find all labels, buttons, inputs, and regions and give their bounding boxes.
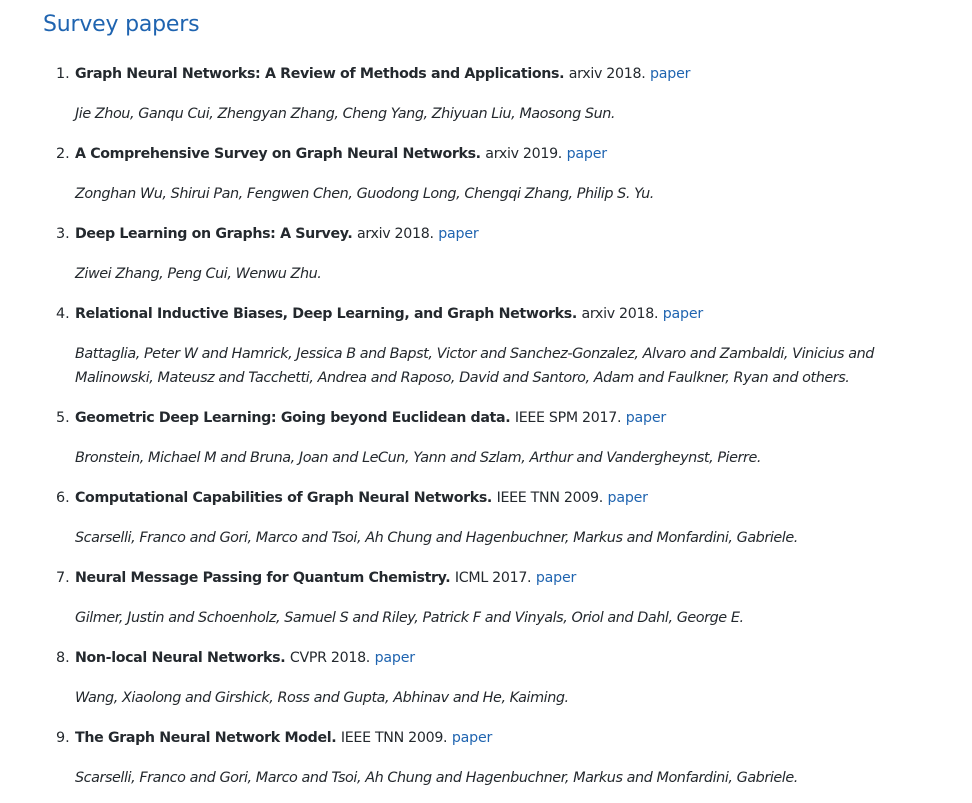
- list-number: 3.: [56, 226, 70, 242]
- paper-link[interactable]: paper: [535, 570, 577, 586]
- paper-venue: ICML 2017.: [454, 570, 532, 586]
- paper-authors: Zonghan Wu, Shirui Pan, Fengwen Chen, Guodong Long, Chengqi Zhang, Philip S. Yu.: [75, 186, 654, 202]
- paper-link[interactable]: paper: [607, 490, 648, 506]
- paper-title: Neural Message Passing for Quantum Chemistry.: [75, 570, 451, 586]
- paper-title: A Comprehensive Survey on Graph Neural Networks.: [75, 146, 481, 162]
- paper-link[interactable]: paper: [566, 146, 607, 162]
- list-number: 6.: [56, 490, 70, 506]
- paper-authors: Battaglia, Peter W and Hamrick, Jessica B and Bapst, Victor and Sanchez-Gonzalez, Alvaro and Zambaldi, Vinicius and Malinowski, Mateusz and Tacchetti, Andrea and Raposo, David and Santoro, Adam and Faulkner, Ryan and others.: [75, 346, 874, 386]
- paper-venue: IEEE SPM 2017.: [514, 410, 622, 426]
- section-title: Survey papers: [43, 12, 200, 37]
- paper-link[interactable]: paper: [662, 306, 704, 322]
- paper-link[interactable]: paper: [438, 226, 479, 242]
- paper-item: [0, 222, 972, 302]
- paper-title: Geometric Deep Learning: Going beyond Euclidean data.: [75, 410, 511, 426]
- paper-item: [0, 646, 972, 726]
- paper-title-line: [0, 726, 972, 750]
- list-number: 5.: [56, 410, 70, 426]
- list-number: 7.: [56, 570, 70, 586]
- paper-title: Computational Capabilities of Graph Neural Networks.: [75, 490, 492, 506]
- paper-title-line: [0, 646, 972, 670]
- list-number: 8.: [56, 650, 70, 666]
- paper-item: [0, 566, 972, 646]
- list-number: 9.: [56, 730, 70, 746]
- paper-item: [0, 62, 972, 142]
- list-number: 4.: [56, 306, 70, 322]
- paper-link[interactable]: paper: [650, 66, 691, 82]
- paper-title-line: [0, 222, 972, 246]
- paper-title-line: [0, 486, 972, 510]
- paper-item: [0, 302, 972, 406]
- paper-authors: Bronstein, Michael M and Bruna, Joan and LeCun, Yann and Szlam, Arthur and Vandergheynst, Pierre.: [75, 450, 761, 466]
- paper-venue: CVPR 2018.: [289, 650, 371, 666]
- paper-title: Non-local Neural Networks.: [75, 650, 286, 666]
- paper-authors: Ziwei Zhang, Peng Cui, Wenwu Zhu.: [75, 266, 322, 282]
- paper-title-line: [0, 302, 972, 326]
- paper-venue: arxiv 2018.: [356, 226, 434, 242]
- paper-authors: Gilmer, Justin and Schoenholz, Samuel S and Riley, Patrick F and Vinyals, Oriol and Dahl, George E.: [75, 610, 744, 626]
- paper-title: Relational Inductive Biases, Deep Learning, and Graph Networks.: [75, 306, 577, 322]
- paper-venue: IEEE TNN 2009.: [496, 490, 603, 506]
- paper-venue: arxiv 2019.: [485, 146, 563, 162]
- paper-title-line: [0, 406, 972, 430]
- paper-title: The Graph Neural Network Model.: [75, 730, 337, 746]
- paper-link[interactable]: paper: [625, 410, 667, 426]
- paper-item: [0, 406, 972, 486]
- paper-authors: Wang, Xiaolong and Girshick, Ross and Gupta, Abhinav and He, Kaiming.: [75, 690, 569, 706]
- paper-item: [0, 726, 972, 790]
- paper-title: Graph Neural Networks: A Review of Methods and Applications.: [75, 66, 565, 82]
- paper-item: [0, 486, 972, 566]
- paper-title-line: [0, 566, 972, 590]
- paper-link[interactable]: paper: [374, 650, 415, 666]
- paper-authors: Jie Zhou, Ganqu Cui, Zhengyan Zhang, Cheng Yang, Zhiyuan Liu, Maosong Sun.: [75, 106, 616, 122]
- list-number: 1.: [56, 66, 70, 82]
- paper-title-line: [0, 62, 972, 86]
- paper-venue: arxiv 2018.: [568, 66, 646, 82]
- paper-venue: arxiv 2018.: [581, 306, 659, 322]
- paper-authors: Scarselli, Franco and Gori, Marco and Tsoi, Ah Chung and Hagenbuchner, Markus and Monfardini, Gabriele.: [75, 530, 798, 546]
- paper-list: [0, 62, 972, 790]
- paper-item: [0, 142, 972, 222]
- paper-link[interactable]: paper: [451, 730, 493, 746]
- paper-venue: IEEE TNN 2009.: [340, 730, 448, 746]
- paper-title: Deep Learning on Graphs: A Survey.: [75, 226, 353, 242]
- list-number: 2.: [56, 146, 70, 162]
- paper-authors: Scarselli, Franco and Gori, Marco and Tsoi, Ah Chung and Hagenbuchner, Markus and Monfardini, Gabriele.: [75, 770, 798, 786]
- paper-title-line: [0, 142, 972, 166]
